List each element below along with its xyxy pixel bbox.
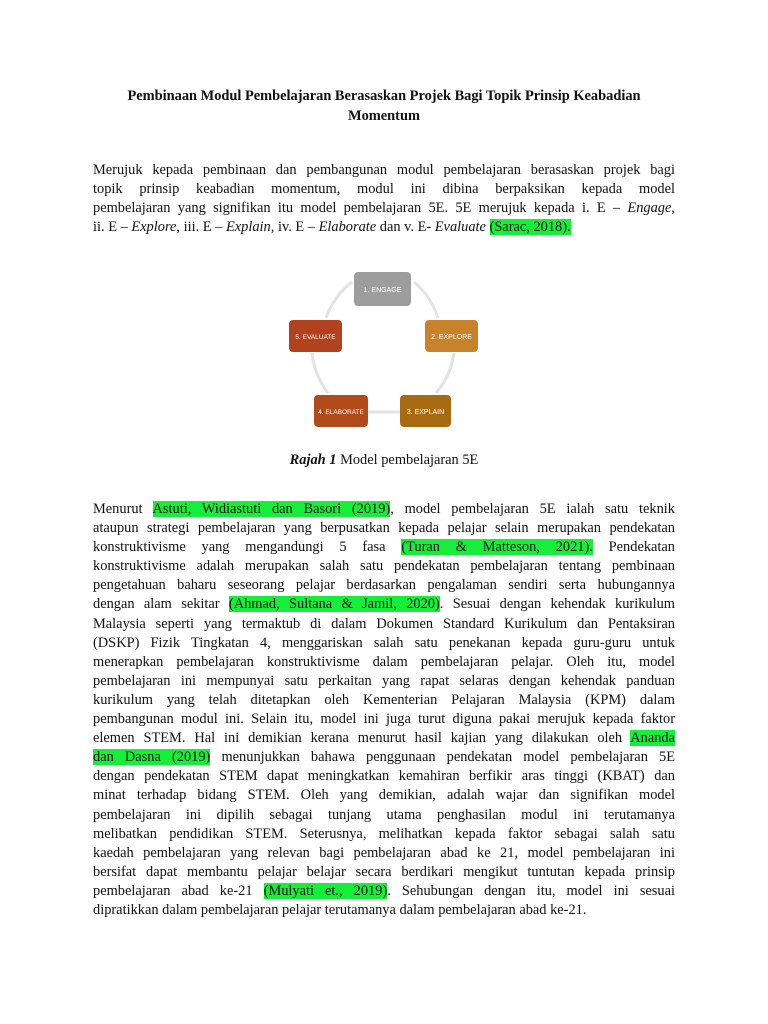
elaborate-label: 4. ELABORATE	[318, 409, 364, 416]
para2-line: melibatkan pendidikan STEM. Seterusnya, melihatkan kepada faktor sebagai salah satu	[93, 825, 675, 842]
text-run: menunjukkan bahawa penggunaan pendekatan model pembelajaran 5E	[210, 749, 675, 766]
italic-term-explore: Explore	[131, 219, 177, 236]
para1-line: Merujuk kepada pembinaan dan pembangunan modul pembelajaran berasaskan projek bagi	[93, 162, 675, 178]
citation-highlight: (Sarac, 2018).	[489, 219, 571, 236]
cycle-arrow	[312, 353, 328, 393]
para2-line	[93, 595, 675, 614]
para2-line: minat terhadap bidang STEM. Oleh yang demikian, adalah wajar dan signifikan model	[93, 787, 675, 804]
elaborate-node	[314, 395, 368, 427]
para1-line: topik prinsip keabadian momentum, modul ini dibina berpaksikan kepada model	[93, 181, 675, 198]
cycle-arrow	[326, 282, 352, 318]
para2-line	[93, 729, 675, 748]
text-run: , model pembelajaran 5E ialah satu teknik	[390, 501, 675, 517]
citation-highlight: Astuti, Widiastuti dan Basori (2019)	[152, 501, 391, 517]
para2-line: pembelajaran ini mempunyai satu perkaitan yang rapat selaras dengan kehendak panduan	[93, 672, 675, 689]
text-run: ,	[671, 200, 675, 217]
engage-node	[354, 272, 411, 306]
title-line-2: Momentum	[348, 108, 420, 124]
5e-cycle-diagram	[278, 264, 488, 444]
italic-term-elaborate: Elaborate	[318, 219, 377, 236]
caption-text: Model pembelajaran 5E	[336, 452, 479, 468]
text-run: Pendekatan	[592, 539, 675, 556]
para2-line	[93, 748, 675, 767]
para2-line	[93, 500, 675, 519]
para2-line: pembelajaran ini dipilih sebagai tunjang utama penghasilan modul ini terutamanya	[93, 806, 675, 823]
text-run: . Sesuai dengan kehendak kurikulum	[439, 596, 675, 613]
title-line-1: Pembinaan Modul Pembelajaran Berasaskan Projek Bagi Topik Prinsip Keabadian	[127, 88, 641, 104]
text-run: pembelajaran abad ke-21	[93, 882, 264, 899]
citation-highlight: dan Dasna (2019)	[93, 749, 211, 766]
para2-line	[93, 882, 675, 901]
citation-highlight: Ananda	[630, 730, 675, 747]
para1-line	[93, 218, 675, 237]
para2-line: Malaysia seperti yang termaktub di dalam Dokumen Standard Kurikulum dan Pentaksiran	[93, 615, 675, 632]
explore-node	[425, 320, 478, 352]
text-run: konstruktivisme yang mengandungi 5 fasa	[93, 539, 402, 556]
para1-line	[93, 199, 675, 218]
citation-highlight: (Mulyati et., 2019)	[263, 882, 388, 899]
italic-term-explain: Explain	[225, 219, 271, 236]
explore-label: 2. EXPLORE	[431, 334, 472, 341]
text-run: ii. E –	[93, 219, 132, 236]
figure-caption	[0, 452, 768, 469]
para2-line	[93, 538, 675, 557]
evaluate-label: 5. EVALUATE	[295, 334, 336, 341]
citation-highlight: (Turan & Matteson, 2021).	[401, 539, 593, 556]
text-run: , iii. E –	[176, 219, 226, 236]
explain-label: 3. EXPLAIN	[406, 409, 445, 416]
text-run: elemen STEM. Hal ini demikian kerana menurut hasil kajian yang dilakukan oleh	[93, 730, 631, 747]
cycle-arrow	[436, 353, 454, 393]
caption-label: Rajah 1	[289, 452, 337, 468]
text-run: . Sehubungan dengan itu, model ini sesuai	[387, 882, 675, 899]
italic-term-evaluate: Evaluate	[434, 219, 486, 236]
para2-line: pembangunan modul ini. Selain itu, model ini juga turut diguna pakai merujuk kepada faktor	[93, 711, 675, 728]
text-run: pembelajaran yang signifikan itu model pembelajaran 5E. 5E merujuk kepada i. E –	[93, 200, 628, 217]
page-title	[100, 86, 668, 126]
evaluate-node	[289, 320, 342, 352]
text-run: , iv. E –	[270, 219, 319, 236]
para2-line: konstruktivisme adalah merupakan salah satu pendekatan pembelajaran tentang pembinaan	[93, 558, 675, 575]
para2-line: ataupun strategi pembelajaran yang berpusatkan kepada pelajar selain merupakan pendekatan	[93, 520, 675, 537]
para2-line: kaedah pembelajaran yang relevan bagi pembelajaran abad ke 21, model pembelajaran ini	[93, 844, 675, 861]
para2-line: kurikulum yang telah ditetapkan oleh Kementerian Pelajaran Malaysia (KPM) dalam	[93, 691, 675, 708]
text-run	[486, 219, 490, 235]
citation-highlight: (Ahmad, Sultana & Jamil, 2020)	[228, 596, 440, 613]
paragraph-1	[93, 161, 675, 237]
italic-term-engage: Engage	[627, 200, 672, 217]
text-run: dengan alam sekitar	[93, 596, 229, 613]
para2-line: (DSKP) Fizik Tingkatan 4, menggariskan salah satu penekanan kepada guru-guru untuk	[93, 634, 675, 651]
para2-line: menerapkan pembelajaran konstruktivisme dalam pembelajaran pelajar. Oleh itu, model	[93, 653, 675, 670]
cycle-arrow	[414, 282, 438, 318]
paragraph-2	[93, 500, 675, 920]
explain-node	[400, 395, 451, 427]
para2-line: bersifat dapat membantu pelajar belajar secara berdikari mengikut tuntutan kepada prinsip	[93, 863, 675, 880]
engage-label: 1. ENGAGE	[363, 287, 402, 294]
para2-line: dipratikkan dalam pembelajaran pelajar terutamanya dalam pembelajaran abad ke-21.	[93, 901, 587, 918]
text-run: Menurut	[93, 501, 153, 517]
para2-line: pengetahuan baharu seseorang pelajar berdasarkan pengalaman sendiri serta hubungannya	[93, 577, 675, 594]
para2-line: dengan pendekatan STEM dapat meningkatkan kemahiran berfikir aras tinggi (KBAT) dan	[93, 768, 675, 785]
text-run: dan v. E-	[376, 219, 435, 236]
